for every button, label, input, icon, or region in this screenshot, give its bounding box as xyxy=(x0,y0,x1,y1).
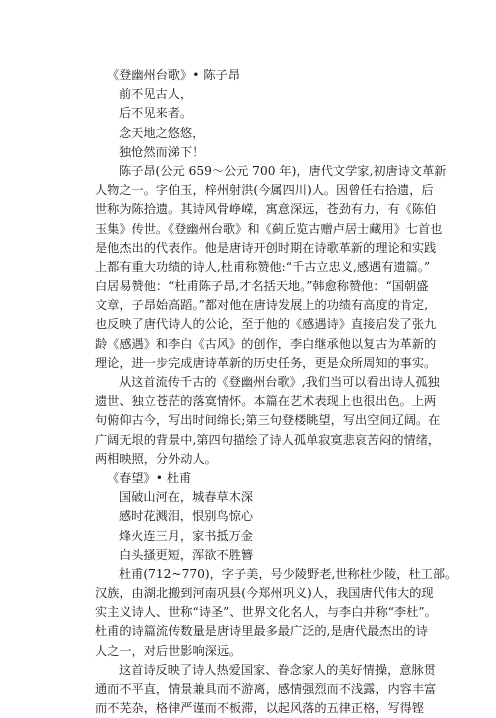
bio-line: 人物之一。字伯玉，梓州射洪(今属四川)人。因曾任右拾遗，后 xyxy=(95,183,434,198)
analysis-line: 句俯仰古今，写出时间绵长;第三句登楼眺望，写出空间辽阔。在 xyxy=(95,413,441,428)
bio-line: 实主义诗人、世称“诗圣”、世界文化名人，与李白并称“李杜”。 xyxy=(95,605,437,620)
document-body xyxy=(95,66,458,718)
bio-line: 杜甫的诗篇流传数量是唐诗里最多最广泛的,是唐代最杰出的诗 xyxy=(95,624,428,639)
analysis-line: 而不芜杂，格律严谨而不板滞，以起风落的五律正格，写得铿 xyxy=(95,701,425,716)
analysis-line: 遗世、独立苍茫的落寞情怀。本篇在艺术表现上也很出色。上两 xyxy=(95,394,437,409)
bio-line: 也反映了唐代诗人的公论，至于他的《感遇诗》直接启发了张九 xyxy=(95,317,437,332)
bio-line: 龄《感遇》和李白《古风》的创作，李白继承他以复古为革新的 xyxy=(95,336,437,351)
bio-line: 汉族，由湖北搬到河南巩县(今郑州巩义)人，我国唐代伟大的现 xyxy=(95,586,434,601)
analysis-line: 两相映照，分外动人。 xyxy=(95,451,217,466)
poem-line: 感时花溅泪，恨别鸟惊心 xyxy=(119,509,254,524)
bio-line: 杜甫(712~770)，字子美，号少陵野老,世称杜少陵，杜工部。 xyxy=(119,566,458,581)
bio-line: 陈子昂(公元 659～公元 700 年)，唐代文学家,初唐诗文革新 xyxy=(119,163,447,178)
poem-line: 独怆然而涕下！ xyxy=(119,144,205,159)
bio-line: 文章，子昂始高蹈。”都对他在唐诗发展上的功绩有高度的肯定, xyxy=(95,298,429,313)
poem-line: 国破山河在，城春草木深 xyxy=(119,490,254,505)
bio-line: 是他杰出的代表作。他是唐诗开创时期在诗歌革新的理论和实践 xyxy=(95,240,437,255)
bio-line: 世称为陈拾遗。其诗风骨峥嵘，寓意深远，苍劲有力，有《陈伯 xyxy=(95,202,437,217)
analysis-line: 从这首流传千古的《登幽州台歌》,我们当可以看出诗人孤独 xyxy=(119,375,440,389)
poem-line: 前不见古人， xyxy=(119,87,193,102)
poem-line: 念天地之悠悠， xyxy=(119,125,205,140)
bio-line: 人之一，对后世影响深远。 xyxy=(95,643,242,658)
bio-line: 上都有重大功绩的诗人,杜甫称赞他:“千古立忠义,感遇有遗篇。” xyxy=(95,259,431,274)
bio-line: 理论，进一步完成唐诗革新的历史任务，更是众所周知的事实。 xyxy=(95,355,437,370)
analysis-line: 通而不平直，情景兼具而不游离，感情强烈而不浅露，内容丰富 xyxy=(95,682,437,696)
analysis-line: 这首诗反映了诗人热爱国家、眷念家人的美好情操，意脉贯 xyxy=(119,662,436,677)
poem-line: 烽火连三月，家书抵万金 xyxy=(119,528,254,543)
bio-line: 玉集》传世。《登幽州台歌》和《蓟丘览古赠卢居士藏用》七首也 xyxy=(95,221,443,236)
analysis-line: 广阔无垠的背景中,第四句描绘了诗人孤单寂寞悲哀苦闷的情绪， xyxy=(95,432,441,447)
poem-title: 《登幽州台歌》• 陈子昂 xyxy=(107,68,240,82)
poem-line: 白头搔更短，浑欲不胜簪 xyxy=(119,547,254,562)
poem-line: 后不见来者。 xyxy=(119,106,193,121)
poem-title: 《春望》• 杜甫 xyxy=(107,470,192,485)
bio-line: 白居易赞他：“杜甫陈子昂,才名括天地。”韩愈称赞他：“国朝盛 xyxy=(95,279,429,294)
